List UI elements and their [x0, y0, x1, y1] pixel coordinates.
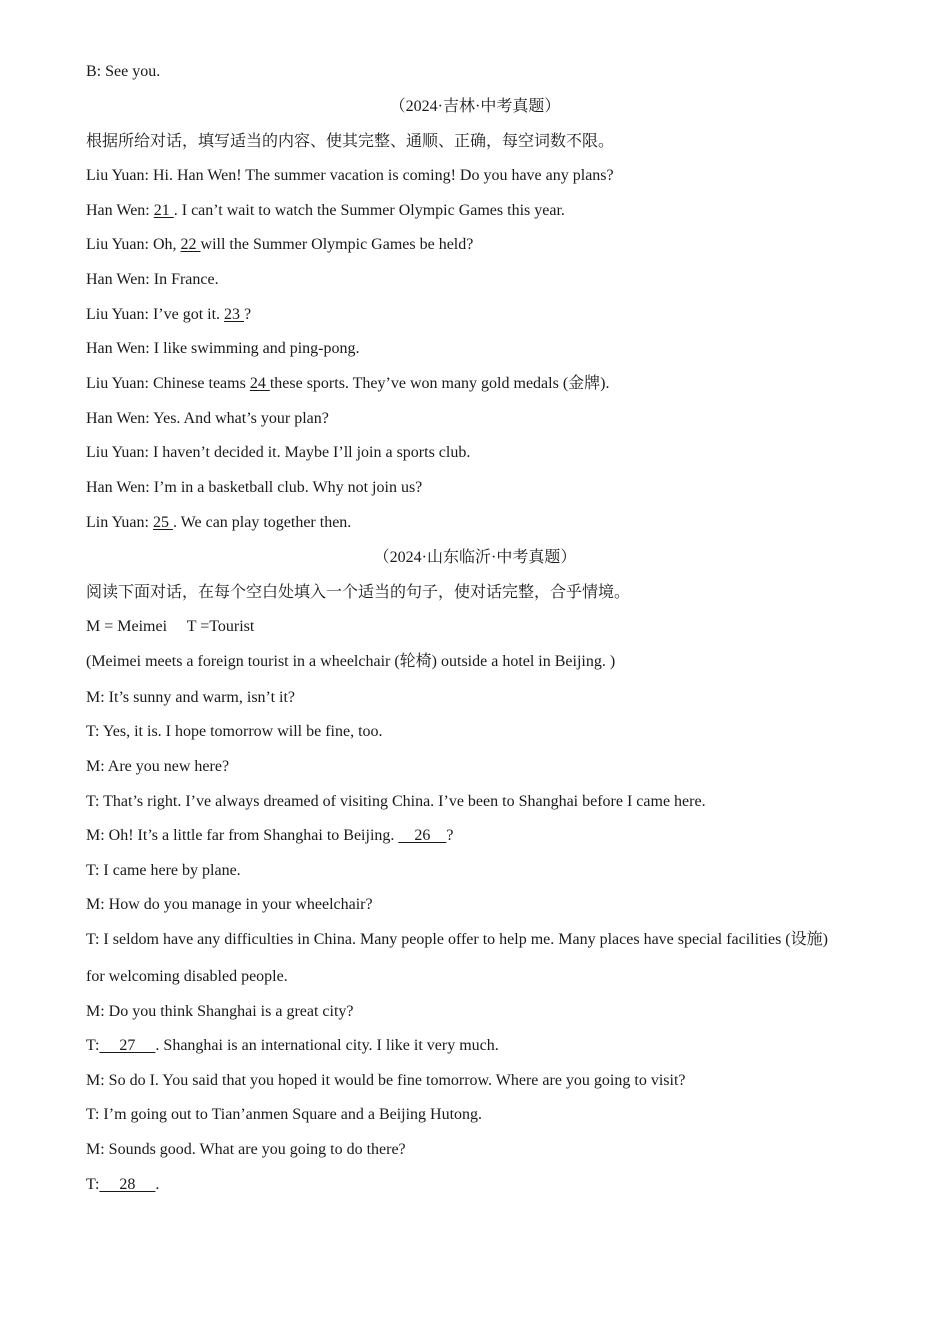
instruction-linyi: 阅读下面对话，在每个空白处填入一个适当的句子，使对话完整，合乎情境。: [86, 584, 631, 601]
line-text: ?: [244, 306, 252, 323]
blank-25: 25: [152, 514, 173, 531]
line-text: . Shanghai is an international city. I like it very much.: [155, 1037, 499, 1054]
line-text: these sports. They’ve won many gold medals (金牌).: [269, 375, 610, 392]
closing-line: B: See you.: [86, 63, 161, 80]
dialogue-line: Han Wen: I like swimming and ping-pong.: [86, 340, 360, 357]
line-text: Liu Yuan: Chinese teams: [86, 375, 250, 392]
blank-24: 24: [249, 375, 270, 392]
line-text: . We can play together then.: [172, 514, 352, 531]
dialogue-line: M: It’s sunny and warm, isn’t it?: [86, 689, 296, 706]
dialogue-line: M: Sounds good. What are you going to do there?: [86, 1141, 406, 1158]
blank-23: 23: [224, 306, 245, 323]
line-text: Liu Yuan: Oh,: [86, 236, 181, 253]
blank-22: 22: [180, 236, 201, 253]
dialogue-line: Han Wen: I’m in a basketball club. Why not join us?: [86, 479, 423, 496]
line-text: Liu Yuan: I’ve got it.: [86, 306, 225, 323]
blank-26: 26: [398, 827, 447, 844]
line-text: will the Summer Olympic Games be held?: [200, 236, 474, 253]
dialogue-line: T: I seldom have any difficulties in China. Many people offer to help me. Many places have special facilities (设施): [86, 931, 828, 948]
dialogue-line: [86, 826, 454, 846]
line-text: .: [155, 1176, 160, 1193]
line-text: M: Oh! It’s a little far from Shanghai to Beijing.: [86, 827, 399, 844]
roles-line: M = Meimei T =Tourist: [86, 618, 255, 635]
dialogue-line: T: That’s right. I’ve always dreamed of visiting China. I’ve been to Shanghai before I came here.: [86, 793, 706, 810]
dialogue-line: [86, 1036, 499, 1056]
dialogue-line: [86, 235, 473, 255]
dialogue-line: M: Do you think Shanghai is a great city?: [86, 1003, 354, 1020]
dialogue-line: T: I came here by plane.: [86, 862, 241, 879]
blank-27: 27: [99, 1037, 156, 1054]
dialogue-line: M: How do you manage in your wheelchair?: [86, 896, 373, 913]
dialogue-line: Han Wen: In France.: [86, 271, 219, 288]
instruction-jilin: 根据所给对话，填写适当的内容、使其完整、通顺、正确，每空词数不限。: [86, 133, 615, 150]
dialogue-line: [86, 201, 565, 221]
line-text: Lin Yuan:: [86, 514, 153, 531]
dialogue-line: [86, 305, 251, 325]
dialogue-line: [86, 1175, 159, 1195]
dialogue-line: Liu Yuan: I haven’t decided it. Maybe I’ll join a sports club.: [86, 444, 471, 461]
line-text: . I can’t wait to watch the Summer Olympic Games this year.: [173, 202, 565, 219]
context-line: (Meimei meets a foreign tourist in a wheelchair (轮椅) outside a hotel in Beijing. ): [86, 653, 616, 670]
blank-28: 28: [99, 1176, 156, 1193]
line-text: ?: [446, 827, 454, 844]
dialogue-line: for welcoming disabled people.: [86, 968, 288, 985]
dialogue-line: T: Yes, it is. I hope tomorrow will be fine, too.: [86, 723, 383, 740]
dialogue-line: T: I’m going out to Tian’anmen Square and a Beijing Hutong.: [86, 1106, 483, 1123]
line-text: T:: [86, 1037, 100, 1054]
blank-21: 21: [153, 202, 174, 219]
dialogue-line: [86, 513, 351, 533]
dialogue-line: M: Are you new here?: [86, 758, 230, 775]
source-linyi: （2024·山东临沂·中考真题）: [373, 549, 577, 566]
dialogue-line: M: So do I. You said that you hoped it would be fine tomorrow. Where are you going to visit?: [86, 1072, 686, 1089]
dialogue-line: Liu Yuan: Hi. Han Wen! The summer vacation is coming! Do you have any plans?: [86, 167, 614, 184]
dialogue-line: Han Wen: Yes. And what’s your plan?: [86, 410, 329, 427]
line-text: Han Wen:: [86, 202, 154, 219]
dialogue-line: [86, 374, 609, 394]
line-text: T:: [86, 1176, 100, 1193]
source-jilin: （2024·吉林·中考真题）: [389, 98, 561, 115]
